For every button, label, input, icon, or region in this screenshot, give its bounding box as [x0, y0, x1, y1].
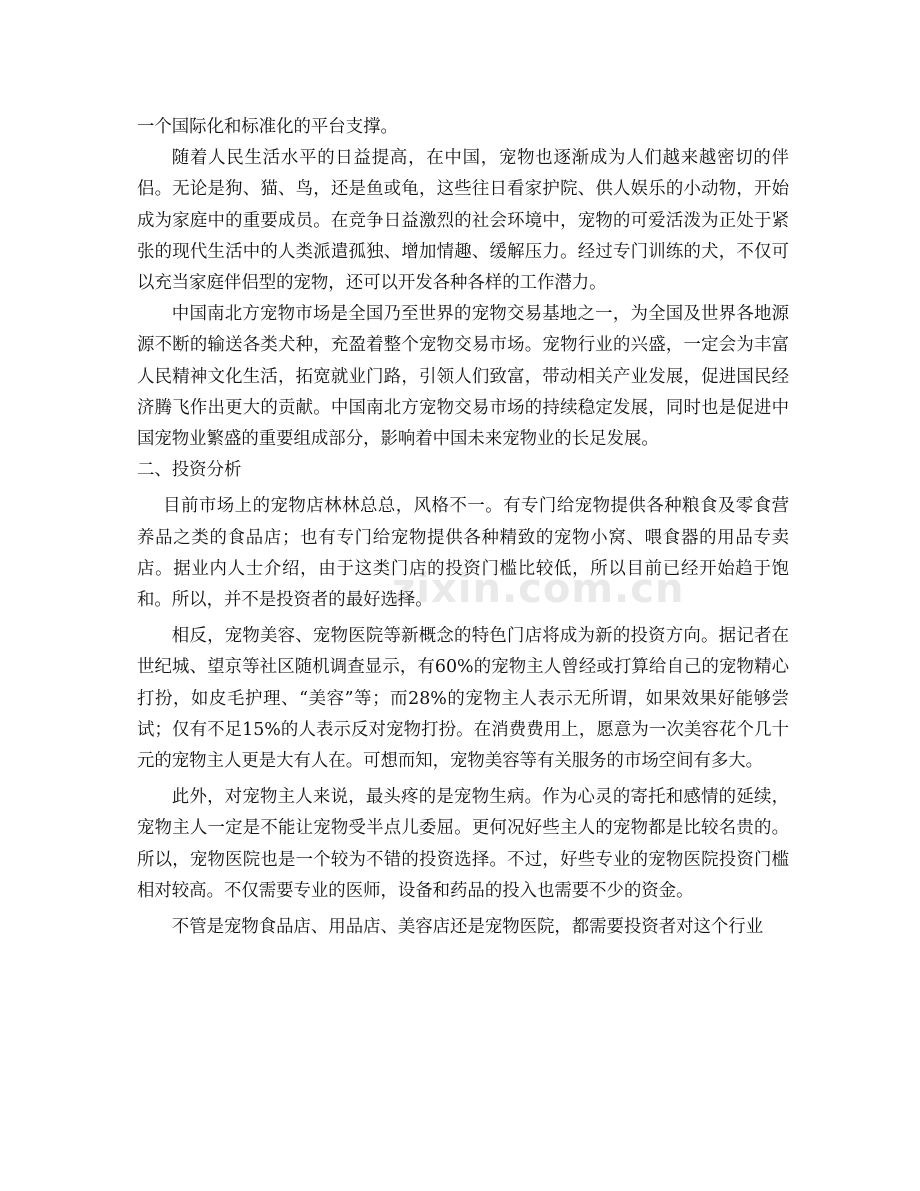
paragraph-pet-hospital: 此外，对宠物主人来说，最头疼的是宠物生病。作为心灵的寄托和感情的延续，宠物主人一定是不能让宠物受半点儿委屈。更何况好些主人的宠物都是比较名贵的。所以，宠物医院也是一个较为不错的投资选择。不过，好些专业的宠物医院投资门槛相对较高。不仅需要专业的医师，设备和药品的投入也需要不少的资金。	[137, 787, 789, 901]
paragraph-pet-market: 中国南北方宠物市场是全国乃至世界的宠物交易基地之一，为全国及世界各地源源不断的输送各类犬种，充盈着整个宠物交易市场。宠物行业的兴盛，一定会为丰富人民精神文化生活，拓宽就业门路，引领人们致富，带动相关产业发展，促进国民经济腾飞作出更大的贡献。中国南北方宠物交易市场的持续稳定发展，同时也是促进中国宠物业繁盛的重要组成部分，影响着中国未来宠物业的长足发展。	[137, 304, 789, 450]
paragraph-pet-grooming: 相反，宠物美容、宠物医院等新概念的特色门店将成为新的投资方向。据记者在世纪城、望京等社区随机调查显示，有60%的宠物主人曾经或打算给自己的宠物精心打扮，如皮毛护理、“美容”等；而28%的宠物主人表示无所谓，如果效果好能够尝试；仅有不足15%的人表示反对宠物打扮。在消费费用上，愿意为一次美容花个几十元的宠物主人更是大有人在。可想而知，宠物美容等有关服务的市场空间有多大。	[137, 626, 789, 772]
watermark: zixin.com.cn	[392, 566, 685, 612]
paragraph-continuation: 一个国际化和标准化的平台支撑。	[137, 117, 398, 137]
section-heading: 二、投资分析	[137, 460, 242, 481]
paragraph-pet-stores: 目前市场上的宠物店林林总总，风格不一。有专门给宠物提供各种粮食及零食营养品之类的食品店；也有专门给宠物提供各种精致的宠物小窝、喂食器的用品专卖店。据业内人士介绍，由于这类门店的投资门槛比较低，所以目前已经开始趋于饱和。所以，并不是投资者的最好选择。	[137, 496, 789, 611]
paragraph-pets-companions: 随着人民生活水平的日益提高，在中国，宠物也逐渐成为人们越来越密切的伴侣。无论是狗、猫、鸟，还是鱼或龟，这些往日看家护院、供人娱乐的小动物，开始成为家庭中的重要成员。在竞争日益激烈的社会环境中，宠物的可爱活泼为正处于紧张的现代生活中的人类派遣孤独、增加情趣、缓解压力。经过专门训练的犬，不仅可以充当家庭伴侣型的宠物，还可以开发各种各样的工作潜力。	[137, 148, 789, 294]
document-body	[137, 112, 789, 943]
paragraph-closing: 不管是宠物食品店、用品店、美容店还是宠物医院，都需要投资者对这个行业	[171, 917, 764, 938]
